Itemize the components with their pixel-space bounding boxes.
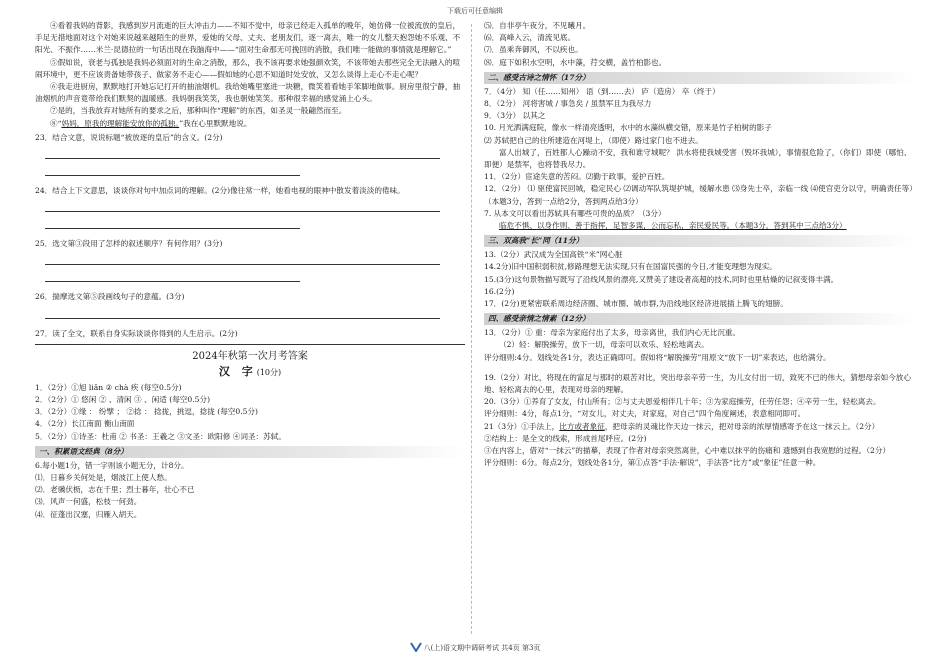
answer-21c: ③在内容上，借对“一抹云”的描摹，表现了作者对母亲突然离世，心中难以抹平的伤痛和 遗憾到自我宽慰的过程。（2分） [484,446,891,456]
answer-12c [484,220,916,232]
footer-text: 八(上)语文期中调研考试 共4页 第3页 [423,644,541,652]
answer-16: 16.(2分) [484,286,515,296]
answer-21a-underlined: 比方或者象征 [559,421,605,431]
passage-paragraph-5: ⑤假如说，衰老与孤独是我妈必须面对的生命之消散，那么，我不该再要求她强颜欢笑，不该带她去那些完全无法融入的喧闹环境中，更不应该责备她带孩子、做家务不走心——假如她的心思不知道时处安放，又怎么谈得上走心不走心呢？ [35,57,461,79]
passage-paragraph-4: ④看着我妈的背影，我感到岁月流逝的巨大冲击力——不知不觉中，母亲已经走入孤单的晚年，她仿佛一位被流放的皇后，手足无措地面对这个对她来说越来越陌生的世界，爱她的父母、丈夫、老朋友们，逐一离去，唯一的女儿整天抱怨她不乐观、不阳光、不振作……米兰·昆德拉的一句话出现在我脑海中——“面对生命那无可挽回的消散，我们唯一能做的事情就是理解它。” [35,21,461,55]
answer-2: 2．（2分）① 悠闲 ② 、清闲 ③ 、闲适 (每空0.5分) [35,395,211,405]
right-column [484,20,916,470]
answer-14: 14.2分)旧中国积弱积贫,修路理想无法实现,只有在国富民强的今日,才能变理想为现实。 [484,262,777,272]
answer-12a: 12．（2分） ⑴ 驱使富民回城，稳定民心 ⑵调动军队筑堤护城，缓解水患 ⑶身先士卒，亲临一线 ⑷使官吏分以守，明确责任等）（本题3分，答到一点给2分，答到两点给3分） [484,184,914,206]
answer-line-23b[interactable] [45,164,300,176]
poem-line-6: ⑹．高峰入云，清流见底。 [484,33,576,43]
answer-line-24b[interactable] [45,217,300,229]
answer-21a [484,421,916,433]
passage-paragraph-8 [35,118,465,130]
answer-13: 13.（2分）武汉成为全国高铁“米”网心脏 [484,250,623,260]
answer-21b: ②结构上：是全文的线索，形成首尾呼应。(2分) [484,433,647,443]
answer-12c-underlined: 临危不惧、以身作则、善于指挥，足智多谋，公而忘私，亲民爱民等。（本题3分，答到其中三点给3分） [499,221,847,231]
section-4-heading: 四、感受亲情之情素（12分） [484,313,916,325]
para8-lead: ⑧“ [50,118,62,128]
answer-5: 5．（2分）①诗圣：杜甫 ② 书圣：王羲之 ③文圣：欧阳修 ④词圣：苏轼。 [35,431,286,441]
answer-line-23a[interactable] [45,147,440,159]
poem-intro: 6.每小题1分，错一字则该小题无分，计8分。 [35,460,189,470]
answer-9: 9．（3分） 以其之 [484,111,546,121]
poem-line-3: ⑶．风声一何盛，松枝一何劲。 [35,497,142,507]
answer-10c: 富人出城了，百姓都人心躁动不安，我和谁守城呢？ 洪水将使我城受害（毁坏我城），事情很危险了，（你们）即使（哪怕、即便）是禁军，也将替我尽力。 [484,147,912,170]
answer-20a: 20.（3分）①养育了女友，付山所有；②与丈夫恩爱相伴几十年；③为家庭操劳，任劳任怨；④辛劳一生，轻松离去。 [484,397,881,407]
page-footer [0,642,950,653]
logo-icon [410,642,422,652]
answer-title: 2024年秋第一次月考答案 [192,350,308,362]
answer-8: 8．（2分） 河将害城 / 事急矣 / 虽禁军且为我尽力 [484,99,652,109]
answer-10a: 10. 月光洒满庭院，像水一样清亮透明，水中的水藻纵横交错，原来是竹子柏树的影子 [484,123,772,133]
answer-7: 7．（4分） 知（任……知州） 语（到……去） 庐（造房） 卒（终于） [484,86,720,96]
question-27: 27．读了全文，联系自身实际谈谈你得到的人生启示。(2分) [35,328,238,338]
answer-line-24a[interactable] [45,200,440,212]
answer-subtitle [35,364,465,380]
poem-line-7: ⑺．虽乘奔御风，不以疾也。 [484,45,583,55]
section-3-heading: 三、双高我“长”同（11分） [484,235,916,247]
answer-line-25b[interactable] [45,270,300,282]
answer-10b: ⑵ 苏轼把自己的住所建造在河堤上，（即使）路过家门也不进去。 [484,135,703,145]
left-column [35,20,465,521]
answer-21d: 评分细则：6分。每点2分，划线处各1分，第①点答“手法·解说”，手法答“比方”或“象征”任意一种。 [484,458,821,468]
answer-15: 15.(3分)这句景物描写既写了沿线风景的漂亮,又赞美了建设者高超的技术,同时也里枯燥的记叙变得丰满。 [484,274,839,284]
para8-underlined: 妈妈，原我的理解能安放你的孤独。 [61,118,180,128]
para8-tail: ”我在心里默默地说。 [179,118,252,128]
poem-line-1: ⑴．日暮乡关何处是，烟波江上使人愁。 [35,473,172,483]
poem-line-2: ⑵．老骥伏枥，志在千里；烈士暮年，壮心不已 [35,485,195,495]
section-1-heading: 一、积累语文经典（8分） [35,446,465,458]
answer-20b: 评分细则：4分，每点1分，“对女儿，对丈夫，对家庭，对自己”四个角度阐述，表意相同即可。 [484,409,806,419]
answer-line-26a[interactable] [45,307,440,319]
answer-11: 11．（2分）宦途失意的苦闷。⑵勤于政事，爱护百姓。 [484,172,670,182]
poem-line-8: ⑻．庭下如积水空明，水中藻，荇交横，盖竹柏影也。 [484,57,667,67]
answer-12b: 7. 从本文可以看出苏轼具有哪些可贵的品质？（3分） [484,208,666,218]
question-23: 23．结合文意，说说标题“被放逐的皇后”的含义。(2分) [35,132,223,142]
question-24: 24．结合上下文意思，谈谈你对句中加点词的理解。(2分)像往常一样，她看电视的眼神中散发着淡淡的倦味。 [35,186,405,196]
answer-17: 17．(2分)更紧密联系周边经济圈、城市圈、城市群,为沿线地区经济进展插上腾飞的翅膀。 [484,299,788,309]
poem-line-5: ⑸．自非亭午夜分，不见曦月。 [484,21,591,30]
answer-3: 3．（2分）①缘 ： 纷擘 ； ②捻 ： 捻拢，挑逗，捻拢 (每空0.5分) [35,407,259,417]
answer-18a: 13．（2分）① 重：母亲为家庭付出了太多，母亲离世，我们内心无比沉重。 [484,328,741,338]
answer-18c: 评分细则:4分。划线处各1分，表达正确即可。假如将“解脱操劳”用原文“放下一切”来表达，也给满分。 [484,352,831,362]
answer-4: 4．（2分）长江南面 衡山南面 [35,419,135,429]
poem-line-4: ⑷．征蓬出汉塞，归雁入胡天。 [35,509,142,519]
answer-21a-lead: 21（3分）①手法上， [484,421,560,431]
answer-1: 1．（2分）①旭 liǎn ② chà 疾 (每空0.5分) [35,382,182,392]
question-26: 26．揣摩选文第⑤段画线句子的意蕴。(3分) [35,292,185,302]
answer-subtitle-text: 汉 字 [218,364,257,378]
column-divider [471,24,472,634]
answer-18b: （2）轻：解脱操劳，放下一切，母亲可以欢乐、轻松地离去。 [499,340,709,350]
answer-line-25a[interactable] [45,253,440,265]
question-25: 25．选文第③段用了怎样的叙述顺序？有何作用？(3分) [35,239,223,249]
passage-paragraph-6: ⑥我走进厨房，默默地打开她忘记打开的抽油烟机。我给她嘴里塞进一块糖，微笑着看她手笨脚地做事。厨房里很宁静，抽油烟机的声音竟带给我们默契的温暖感。我妈朝我笑笑，我也朝她笑笑。那种很幸福的感觉涌上心头。 [35,82,461,104]
answer-subtitle-score: (10分) [256,367,282,377]
answer-19: 19.（2分）对比，将现在的富足与那时的艰苦对比，突出母亲辛劳一生，为儿女付出一切，致死不已的伟大，猜想母亲如今放心地、轻松离去的心里，表现对母亲的理解。 [484,372,911,395]
divider [35,344,465,345]
answer-21a-tail: ，把母亲的灵魂比作天边一抹云，把对母亲的浓厚情感寄予在这一抹云上。（2分） [604,421,880,431]
passage-paragraph-7: ⑦是的，当我放弃对她所有的要求之后，那种叫作“理解”的东西，如圣灵一般翩然而至。 [50,106,347,116]
top-note: 下载后可任意编辑 [447,7,503,15]
section-2-heading: 二、感受古诗之情怀（17分） [484,72,916,84]
